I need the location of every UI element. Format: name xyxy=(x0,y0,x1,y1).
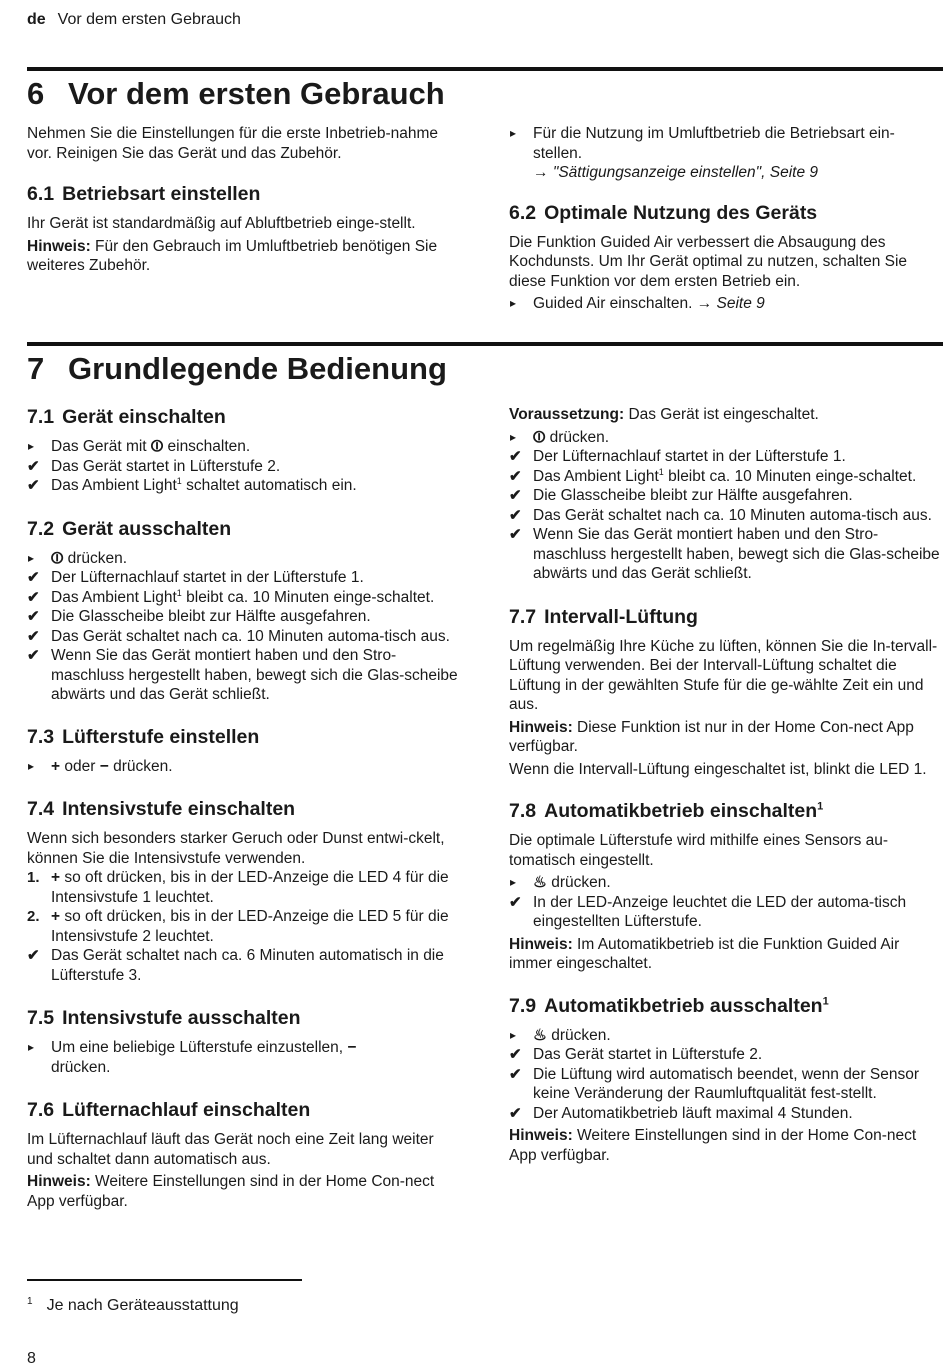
result-item: ✔ Der Lüfternachlauf startet in der Lüfterstufe 1. xyxy=(509,448,846,465)
bullet-icon: ▸ xyxy=(28,758,35,773)
footnote: $^1$ Je nach Geräteausstattung xyxy=(27,1295,239,1314)
plus-icon: + xyxy=(51,869,61,886)
footnote-mark: 1 xyxy=(817,800,824,813)
running-header xyxy=(27,10,241,30)
check-icon: ✔ xyxy=(27,608,40,625)
check-icon: ✔ xyxy=(509,467,522,485)
section-7-3-heading: 7.3 Lüfterstufe einstellen xyxy=(27,725,260,748)
section-7-5-heading: 7.5 Intensivstufe ausschalten xyxy=(27,1007,301,1029)
section-7-rule xyxy=(27,342,943,346)
check-icon: ✔ xyxy=(27,477,40,494)
section-6-intro: Nehmen Sie die Einstellungen für die erste Inbetrieb-nahme vor. Reinigen Sie das Gerät und das Zubehör. xyxy=(27,125,438,162)
footnote-divider xyxy=(27,1279,302,1281)
result-item: ✔ Das Ambient Light$^1$ bleibt ca. 10 Minuten einge-schaltet. xyxy=(27,587,435,606)
auto-mode-icon: ♨ xyxy=(533,1026,547,1044)
list-item: ▸ ⏼ drücken. xyxy=(28,549,128,567)
section-6-right-column xyxy=(509,124,941,314)
section-7-6-precondition: Voraussetzung: Das Gerät ist eingeschaltet. xyxy=(509,406,819,423)
bullet-icon: ▸ xyxy=(510,296,517,310)
section-7-1-heading: 7.1 Gerät einschalten xyxy=(27,406,226,428)
list-item: ▸ Für die Nutzung im Umluftbetrieb die Betriebsart ein-stellen. → "Sättigungsanzeige einstellen", Seite 9 xyxy=(510,125,895,181)
result-item: ✔ Der Automatikbetrieb läuft maximal 4 Stunden. xyxy=(509,1104,853,1122)
list-item: ▸ ⏼ drücken. xyxy=(510,428,610,446)
section-6-1-heading: 6.1 Betriebsart einstellen xyxy=(27,183,261,205)
bullet-icon: ▸ xyxy=(28,439,35,453)
section-7-4-heading: 7.4 Intensivstufe einschalten xyxy=(27,798,296,820)
bullet-icon: ▸ xyxy=(510,875,517,889)
section-6-rule xyxy=(27,67,943,71)
header-title: Vor dem ersten Gebrauch xyxy=(57,11,241,28)
list-item: ▸ + oder − drücken. xyxy=(28,757,173,775)
check-icon: ✔ xyxy=(509,448,522,465)
cross-reference-link[interactable]: → "Sättigungsanzeige einstellen", Seite 9 xyxy=(533,164,819,181)
power-icon: ⏼ xyxy=(150,438,164,455)
bullet-icon: ▸ xyxy=(28,1040,35,1054)
section-7-left-column xyxy=(27,405,459,1211)
check-icon: ✔ xyxy=(27,457,40,475)
footnote-mark: 1 xyxy=(822,995,829,1007)
numbered-step: 2. + so oft drücken, bis in der LED-Anzeige die LED 5 für die Intensivstufe 2 leuchtet. xyxy=(27,908,449,945)
section-6-2-heading: 6.2 Optimale Nutzung des Geräts xyxy=(509,201,818,224)
result-item: ✔ Das Ambient Light$^1$ bleibt ca. 10 Minuten einge-schaltet. xyxy=(509,466,917,485)
check-icon: ✔ xyxy=(509,1065,522,1083)
check-icon: ✔ xyxy=(27,588,40,606)
check-icon: ✔ xyxy=(509,506,522,524)
section-7-9-note: Hinweis: Weitere Einstellungen sind in der Home Con-nect App verfügbar. xyxy=(509,1127,917,1164)
section-6-2-text: Die Funktion Guided Air verbessert die Absaugung des Kochdunsts. Um Ihr Gerät optimal zu nutzen, schalten Sie diese Funktion vor dem ersten Betrieb ein. xyxy=(509,233,908,290)
check-icon: ✔ xyxy=(509,1046,522,1063)
section-7-heading: 7 Grundlegende Bedienung xyxy=(27,351,447,386)
check-icon: ✔ xyxy=(27,627,40,645)
list-item: ▸ Guided Air einschalten. → Seite 9 xyxy=(510,295,765,312)
result-item: ✔ Das Ambient Light$^1$ schaltet automatisch ein. xyxy=(27,475,357,494)
result-item: ✔ Der Lüfternachlauf startet in der Lüfterstufe 1. xyxy=(27,569,364,586)
section-7-right-column xyxy=(509,405,941,1165)
section-7-9-heading: 7.9 Automatikbetrieb ausschalten$^1$ xyxy=(509,994,829,1017)
power-icon: ⏼ xyxy=(51,549,64,567)
plus-icon: + xyxy=(51,757,61,775)
numbered-step: 1. + so oft drücken, bis in der LED-Anzeige die LED 4 für die Intensivstufe 1 leuchtet. xyxy=(27,869,449,906)
check-icon: ✔ xyxy=(509,526,522,543)
minus-icon: − xyxy=(347,1039,357,1056)
section-7-8-note: Hinweis: Im Automatikbetrieb ist die Funktion Guided Air immer eingeschaltet. xyxy=(509,935,900,972)
list-item: ▸ ♨ drücken. xyxy=(510,874,611,891)
check-icon: ✔ xyxy=(509,1104,522,1122)
plus-icon: + xyxy=(51,908,61,925)
list-item: ▸ Das Gerät mit ⏼ einschalten. xyxy=(28,438,251,455)
bullet-icon: ▸ xyxy=(28,550,35,565)
arrow-icon: → xyxy=(533,164,549,181)
bullet-icon: ▸ xyxy=(510,1027,517,1042)
result-item: ✔ Das Gerät schaltet nach ca. 6 Minuten automatisch in die Lüfterstufe 3. xyxy=(27,947,444,984)
section-6-left-column xyxy=(27,124,459,276)
result-item: ✔ In der LED-Anzeige leuchtet die LED der automa-tisch eingestellten Lüfterstufe. xyxy=(509,893,907,930)
minus-icon: − xyxy=(99,757,109,775)
section-7-7-text-2: Wenn die Intervall-Lüftung eingeschaltet ist, blinkt die LED 1. xyxy=(509,760,927,778)
result-item: ✔ Die Glasscheibe bleibt zur Hälfte ausgefahren. xyxy=(27,608,371,625)
section-7-7-heading: 7.7 Intervall-Lüftung xyxy=(509,605,698,628)
section-7-7-note: Hinweis: Diese Funktion ist nur in der Home Con-nect App verfügbar. xyxy=(509,718,914,755)
check-icon: ✔ xyxy=(509,893,522,911)
footnote-number: 1 xyxy=(27,1295,33,1307)
result-item: ✔ Das Gerät startet in Lüfterstufe 2. xyxy=(509,1046,763,1063)
footnote-mark: 1 xyxy=(658,466,664,477)
section-7-8-heading: 7.8 Automatikbetrieb einschalten$^1$ xyxy=(509,800,824,822)
language-code: de xyxy=(27,11,46,28)
check-icon: ✔ xyxy=(27,569,40,586)
result-item: ✔ Wenn Sie das Gerät montiert haben und den Stro-maschluss hergestellt haben, bewegt sich die Glas-scheibe abwärts und das Gerät schließt. xyxy=(27,647,458,703)
section-6-1-note: Hinweis: Für den Gebrauch im Umluftbetrieb benötigen Sie weiteres Zubehör. xyxy=(27,237,438,274)
list-item: ▸ ♨ drücken. xyxy=(510,1026,611,1044)
result-item: ✔ Die Lüftung wird automatisch beendet, wenn der Sensor keine Veränderung der Raumluftqualität fest-stellt. xyxy=(509,1065,920,1102)
section-7-2-heading: 7.2 Gerät ausschalten xyxy=(27,517,232,540)
section-7-6-note: Hinweis: Weitere Einstellungen sind in der Home Con-nect App verfügbar. xyxy=(27,1173,435,1210)
section-7-6-heading: 7.6 Lüfternachlauf einschalten xyxy=(27,1099,311,1121)
result-item: ✔ Wenn Sie das Gerät montiert haben und den Stro-maschluss hergestellt haben, bewegt sich die Glas-scheibe abwärts und das Gerät schließt. xyxy=(509,526,940,582)
section-6-1-text: Ihr Gerät ist standardmäßig auf Abluftbetrieb einge-stellt. xyxy=(27,215,416,232)
power-icon: ⏼ xyxy=(533,428,546,446)
check-icon: ✔ xyxy=(27,947,40,964)
check-icon: ✔ xyxy=(27,647,40,664)
section-7-4-text: Wenn sich besonders starker Geruch oder Dunst entwi-ckelt, können Sie die Intensivstufe verwenden. xyxy=(27,830,445,867)
bullet-icon: ▸ xyxy=(510,126,517,140)
result-item: ✔ Das Gerät schaltet nach ca. 10 Minuten automa-tisch aus. xyxy=(27,627,450,645)
section-7-7-text: Um regelmäßig Ihre Küche zu lüften, können Sie die In-tervall-Lüftung verwenden. Bei der Intervall-Lüftung schaltet die Lüftung in der gewählten Stufe für die ge-wählte Zeit ein und aus. xyxy=(509,637,938,713)
check-icon: ✔ xyxy=(509,487,522,504)
bullet-icon: ▸ xyxy=(510,429,517,444)
footnote-mark: 1 xyxy=(176,475,182,486)
result-item: ✔ Das Gerät startet in Lüfterstufe 2. xyxy=(27,457,281,475)
section-7-8-text: Die optimale Lüfterstufe wird mithilfe eines Sensors au-tomatisch eingestellt. xyxy=(509,832,889,869)
auto-mode-icon: ♨ xyxy=(533,874,547,891)
page-number: 8 xyxy=(27,1350,36,1367)
result-item: ✔ Die Glasscheibe bleibt zur Hälfte ausgefahren. xyxy=(509,487,853,504)
section-7-6-text: Im Lüfternachlauf läuft das Gerät noch eine Zeit lang weiter und schaltet dann automatisch aus. xyxy=(27,1131,434,1168)
list-item: ▸ Um eine beliebige Lüfterstufe einzustellen, − drücken. xyxy=(28,1039,357,1076)
cross-reference-link[interactable]: → Seite 9 xyxy=(696,295,765,312)
section-6-heading: 6 Vor dem ersten Gebrauch xyxy=(27,76,445,111)
result-item: ✔ Das Gerät schaltet nach ca. 10 Minuten automa-tisch aus. xyxy=(509,506,932,524)
footnote-mark: 1 xyxy=(176,587,182,598)
arrow-icon: → xyxy=(696,295,713,312)
